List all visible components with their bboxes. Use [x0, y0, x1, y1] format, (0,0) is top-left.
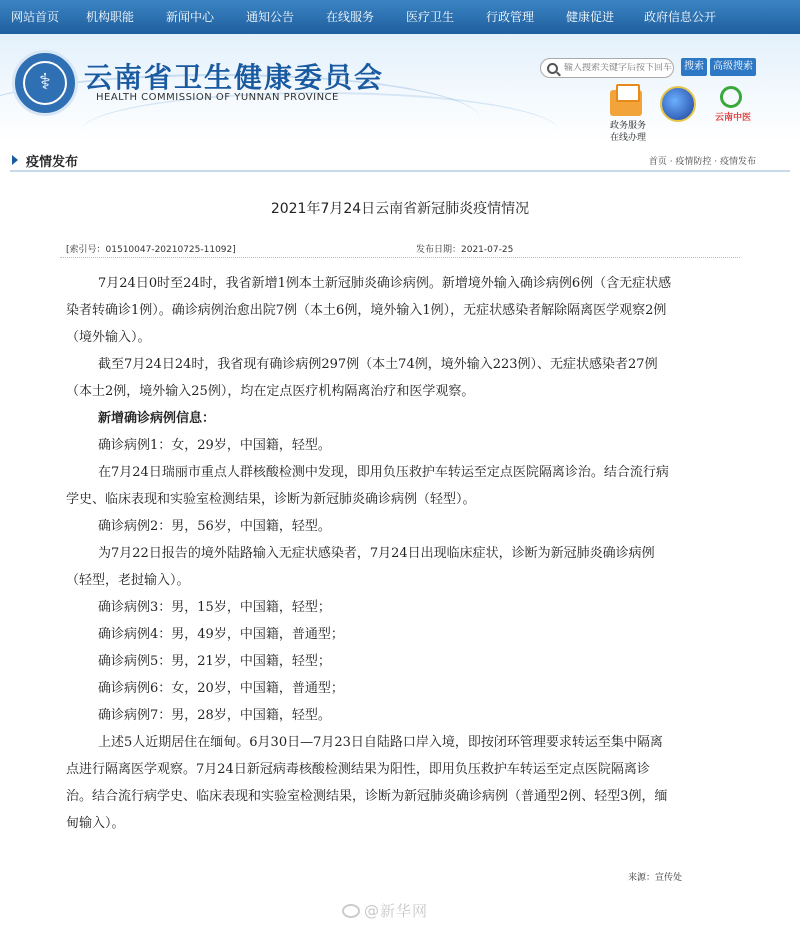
section-arrow-icon	[12, 155, 18, 165]
article-source: 来源：宣传处	[628, 873, 683, 883]
breadcrumb[interactable]: 首页 · 疫情防控 · 疫情发布	[648, 157, 756, 167]
blue-badge-icon[interactable]	[660, 86, 696, 122]
site-header	[0, 34, 800, 144]
nav-gov-info[interactable]: 政府信息公开	[643, 10, 716, 24]
article-paragraph: 在7月24日瑞丽市重点人群核酸检测中发现，即用负压救护车转运至定点医院隔离诊治。结合流行病学史、临床表现和实验室检测结果，诊断为新冠肺炎确诊病例（轻型）。	[66, 465, 669, 507]
article-paragraph: 上述5人近期居住在缅甸。6月30日—7月23日自陆路口岸入境，即按闭环管理要求转运至集中隔离点进行隔离医学观察。7月24日新冠病毒核酸检测结果为阳性，即用负压救护车转运至定点医院隔离诊治。结合流行病学史、临床表现和实验室检测结果，诊断为新冠肺炎确诊病例（普通型2例、轻型3例，缅甸输入）。	[66, 735, 668, 831]
search-icon	[547, 63, 558, 74]
section-bar	[10, 148, 790, 172]
publish-date: 发布日期：2021-07-25	[416, 245, 514, 255]
nav-medical[interactable]: 医疗卫生	[405, 10, 454, 24]
nav-online-service[interactable]: 在线服务	[325, 10, 374, 24]
site-title[interactable]: 云南省卫生健康委员会	[84, 61, 385, 94]
yunnan-tcm-badge[interactable]	[710, 86, 756, 126]
nav-institution[interactable]: 机构职能	[85, 10, 134, 24]
article-paragraph: 确诊病例2：男，56岁，中国籍，轻型。	[98, 519, 331, 534]
article-meta	[60, 242, 740, 258]
article-paragraph: 确诊病例1：女，29岁，中国籍，轻型。	[98, 438, 331, 453]
search-input[interactable]	[564, 63, 674, 73]
article-paragraph: 7月24日0时至24时，我省新增1例本土新冠肺炎确诊病例。新增境外输入确诊病例6例（含无症状感染者转确诊1例）。确诊病例治愈出院7例（本土6例，境外输入1例），无症状感染者解除隔离医学观察2例（境外输入）。	[66, 276, 672, 345]
article-paragraph: 确诊病例5：男，21岁，中国籍，轻型；	[98, 654, 331, 669]
green-ring-icon	[720, 86, 742, 108]
nav-notices[interactable]: 通知公告	[245, 10, 294, 24]
commission-emblem-icon[interactable]	[12, 50, 78, 116]
article-paragraph: 确诊病例7：男，28岁，中国籍，轻型。	[98, 708, 331, 723]
weibo-icon	[342, 904, 360, 918]
search-button[interactable]: 搜索	[681, 58, 707, 76]
article-paragraph: 为7月22日报告的境外陆路输入无症状感染者，7月24日出现临床症状，诊断为新冠肺炎确诊病例（轻型，老挝输入）。	[66, 546, 655, 588]
nav-administration[interactable]: 行政管理	[485, 10, 534, 24]
watermark: @新华网	[342, 900, 428, 921]
article-paragraph: 确诊病例6：女，20岁，中国籍，普通型；	[98, 681, 344, 696]
top-nav	[0, 0, 800, 34]
article-title: 2021年7月24日云南省新冠肺炎疫情情况	[270, 201, 530, 217]
advanced-search-button[interactable]: 高级搜索	[710, 58, 756, 76]
site-subtitle: HEALTH COMMISSION OF YUNNAN PROVINCE	[96, 92, 339, 103]
article-subheading: 新增确诊病例信息：	[98, 411, 216, 426]
article-body	[60, 270, 675, 837]
online-service-label[interactable]: 政务服务 在线办理	[609, 121, 646, 143]
index-number: [索引号：01510047-20210725-11092]	[66, 245, 236, 255]
nav-news[interactable]: 新闻中心	[165, 10, 214, 24]
article-paragraph: 截至7月24日24时，我省现有确诊病例297例（本土74例，境外输入223例）、无症状感染者27例（本土2例，境外输入25例），均在定点医疗机构隔离治疗和医学观察。	[66, 357, 658, 399]
section-title: 疫情发布	[26, 155, 79, 170]
nav-home[interactable]: 网站首页	[10, 10, 59, 24]
search-box	[540, 58, 674, 78]
yunnan-tcm-label: 云南中医	[714, 113, 751, 123]
online-service-icon[interactable]	[610, 90, 642, 116]
article	[60, 180, 740, 837]
nav-health-promotion[interactable]: 健康促进	[565, 10, 614, 24]
article-paragraph: 确诊病例3：男，15岁，中国籍，轻型；	[98, 600, 331, 615]
article-paragraph: 确诊病例4：男，49岁，中国籍，普通型；	[98, 627, 344, 642]
caduceus-icon: ⚕	[23, 61, 67, 105]
